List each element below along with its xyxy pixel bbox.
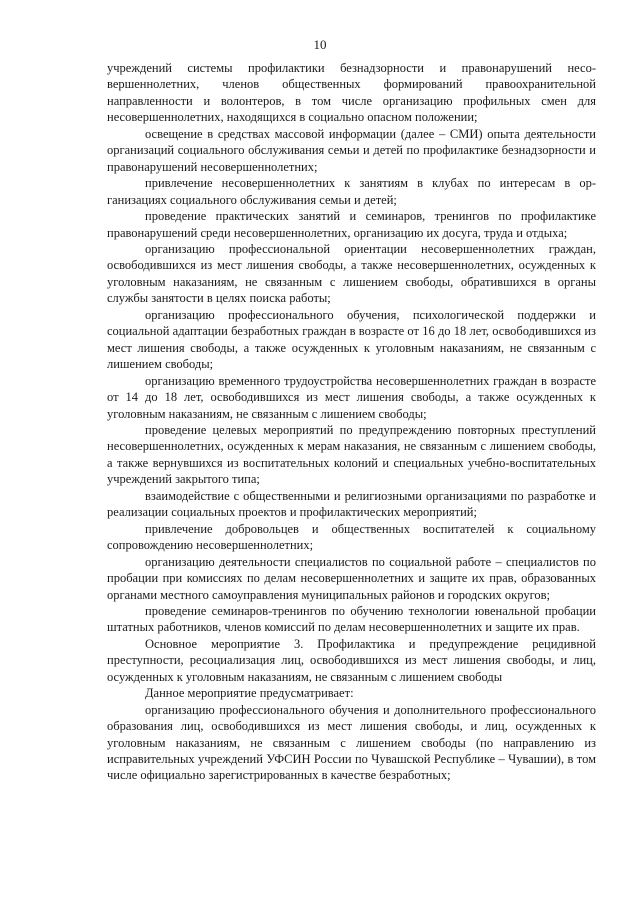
paragraph-volunteers: привлечение добровольцев и общественных воспитателей к социальному сопровождению несовершеннолетних; [107,521,596,553]
paragraph-career-guidance: организацию профессиональной ориентации несовершеннолетних граждан, освободившихся из мест лишения свободы, а также несовершеннолетних, осужденных к уголовным наказаниям, не связанным с лишением свободы, обратившихся в органы службы занятости в целях поиска работы; [107,241,596,306]
paragraph-probation-trainings: проведение семинаров-тренингов по обучению технологии ювенальной пробации штатных работников, членов комиссий по делам несовершеннолетних и защите их прав. [107,603,596,635]
paragraph-targeted-measures: проведение целевых мероприятий по предупреждению повторных преступлений несовершеннолетних, осужденных к мерам наказания, не связанным с лишением свободы, а также вернувшихся из воспитательных колоний и специальных учебно-воспитательных учреждений закрытого типа; [107,422,596,487]
paragraph-continuation: учреждений системы профилактики безнадзорности и правонарушений несовершеннолетних, членов общественных формирований правоохранительной направленности и волонтеров, в том числе организацию профильных смен для несовершеннолетних, находящихся в социально опасном положении; [107,61,596,125]
paragraph-measure-provides: Данное мероприятие предусматривает: [145,686,354,701]
paragraph-vocational-education: организацию профессионального обучения и дополнительного профессионального образования лиц, освободившихся из мест лишения свободы, и лиц, осужденных к уголовным наказаниям, не связанным с лишением свободы (по направлению из исправительных учреждений УФСИН России по Чувашской Республике – Чувашии), в том числе официально зарегистрированных в качестве безработных; [107,702,596,783]
paragraph-clubs: привлечение несовершеннолетних к занятиям в клубах по интересам в организациях социального обслуживания семьи и детей; [107,176,596,207]
paragraph-media-coverage: освещение в средствах массовой информации (далее – СМИ) опыта деятельности организаций социального обслуживания семьи и детей по профилактике безнадзорности и правонарушений несовершеннолетних; [107,126,596,174]
paragraph-main-measure-3: Основное мероприятие 3. Профилактика и предупреждение рецидивной преступности, ресоциализация лиц, освободившихся из мест лишения свободы, и лиц, осужденных к уголовным наказаниям, не связанным с лишением свободы [107,636,596,684]
document-body [107,60,596,784]
paragraph-temporary-employment: организацию временного трудоустройства несовершеннолетних граждан в возрасте от 14 до 18 лет, освободившихся из мест лишения свободы, а также осужденных к уголовным наказаниям, не связанным с лишением свободы; [107,373,596,421]
paragraph-probation-specialists: организацию деятельности специалистов по социальной работе – специалистов по пробации при комиссиях по делам несовершеннолетних и защите их прав, образованных органами местного самоуправления муниципальных районов и городских округов; [107,554,596,602]
paragraph-cooperation: взаимодействие с общественными и религиозными организациями по разработке и реализации социальных проектов и профилактических мероприятий; [107,488,596,520]
paragraph-professional-training: организацию профессионального обучения, психологической поддержки и социальной адаптации безработных граждан в возрасте от 16 до 18 лет, освободившихся из мест лишения свободы, а также осужденных к уголовным наказаниям, не связанным с лишением свободы; [107,307,596,372]
paragraph-seminars: проведение практических занятий и семинаров, тренингов по профилактике правонарушений среди несовершеннолетних, организацию их досуга, труда и отдыха; [107,209,596,240]
page-number: 10 [313,37,327,52]
